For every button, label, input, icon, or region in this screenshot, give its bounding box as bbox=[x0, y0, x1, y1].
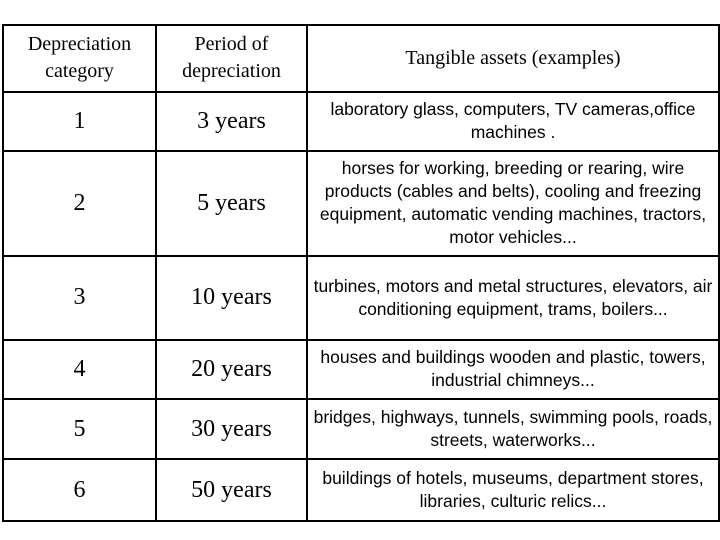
assets-cell: horses for working, breeding or rearing, wire products (cables and belts), cooling and freezing equipment, automatic vending machines, tractors, motor vehicles... bbox=[307, 151, 719, 256]
assets-cell: turbines, motors and metal structures, elevators, air conditioning equipment, trams, boilers... bbox=[307, 256, 719, 340]
category-cell: 4 bbox=[3, 340, 156, 399]
category-cell: 6 bbox=[3, 459, 156, 521]
period-cell: 5 years bbox=[156, 151, 307, 256]
depreciation-table bbox=[2, 24, 720, 522]
period-cell: 20 years bbox=[156, 340, 307, 399]
assets-cell: buildings of hotels, museums, department stores, libraries, culturic relics... bbox=[307, 459, 719, 521]
period-cell: 50 years bbox=[156, 459, 307, 521]
assets-cell: bridges, highways, tunnels, swimming pools, roads, streets, waterworks... bbox=[307, 399, 719, 459]
table-header-row bbox=[3, 25, 719, 92]
table-row bbox=[3, 92, 719, 151]
period-cell: 30 years bbox=[156, 399, 307, 459]
table-row bbox=[3, 340, 719, 399]
period-cell: 10 years bbox=[156, 256, 307, 340]
category-cell: 2 bbox=[3, 151, 156, 256]
category-cell: 1 bbox=[3, 92, 156, 151]
assets-cell: houses and buildings wooden and plastic, towers, industrial chimneys... bbox=[307, 340, 719, 399]
category-cell: 3 bbox=[3, 256, 156, 340]
table-row bbox=[3, 256, 719, 340]
header-assets: Tangible assets (examples) bbox=[307, 25, 719, 92]
assets-cell: laboratory glass, computers, TV cameras,office machines . bbox=[307, 92, 719, 151]
table-row bbox=[3, 151, 719, 256]
table-row bbox=[3, 459, 719, 521]
category-cell: 5 bbox=[3, 399, 156, 459]
period-cell: 3 years bbox=[156, 92, 307, 151]
header-period: Period of depreciation bbox=[156, 25, 307, 92]
table-row bbox=[3, 399, 719, 459]
header-category: Depreciation category bbox=[3, 25, 156, 92]
